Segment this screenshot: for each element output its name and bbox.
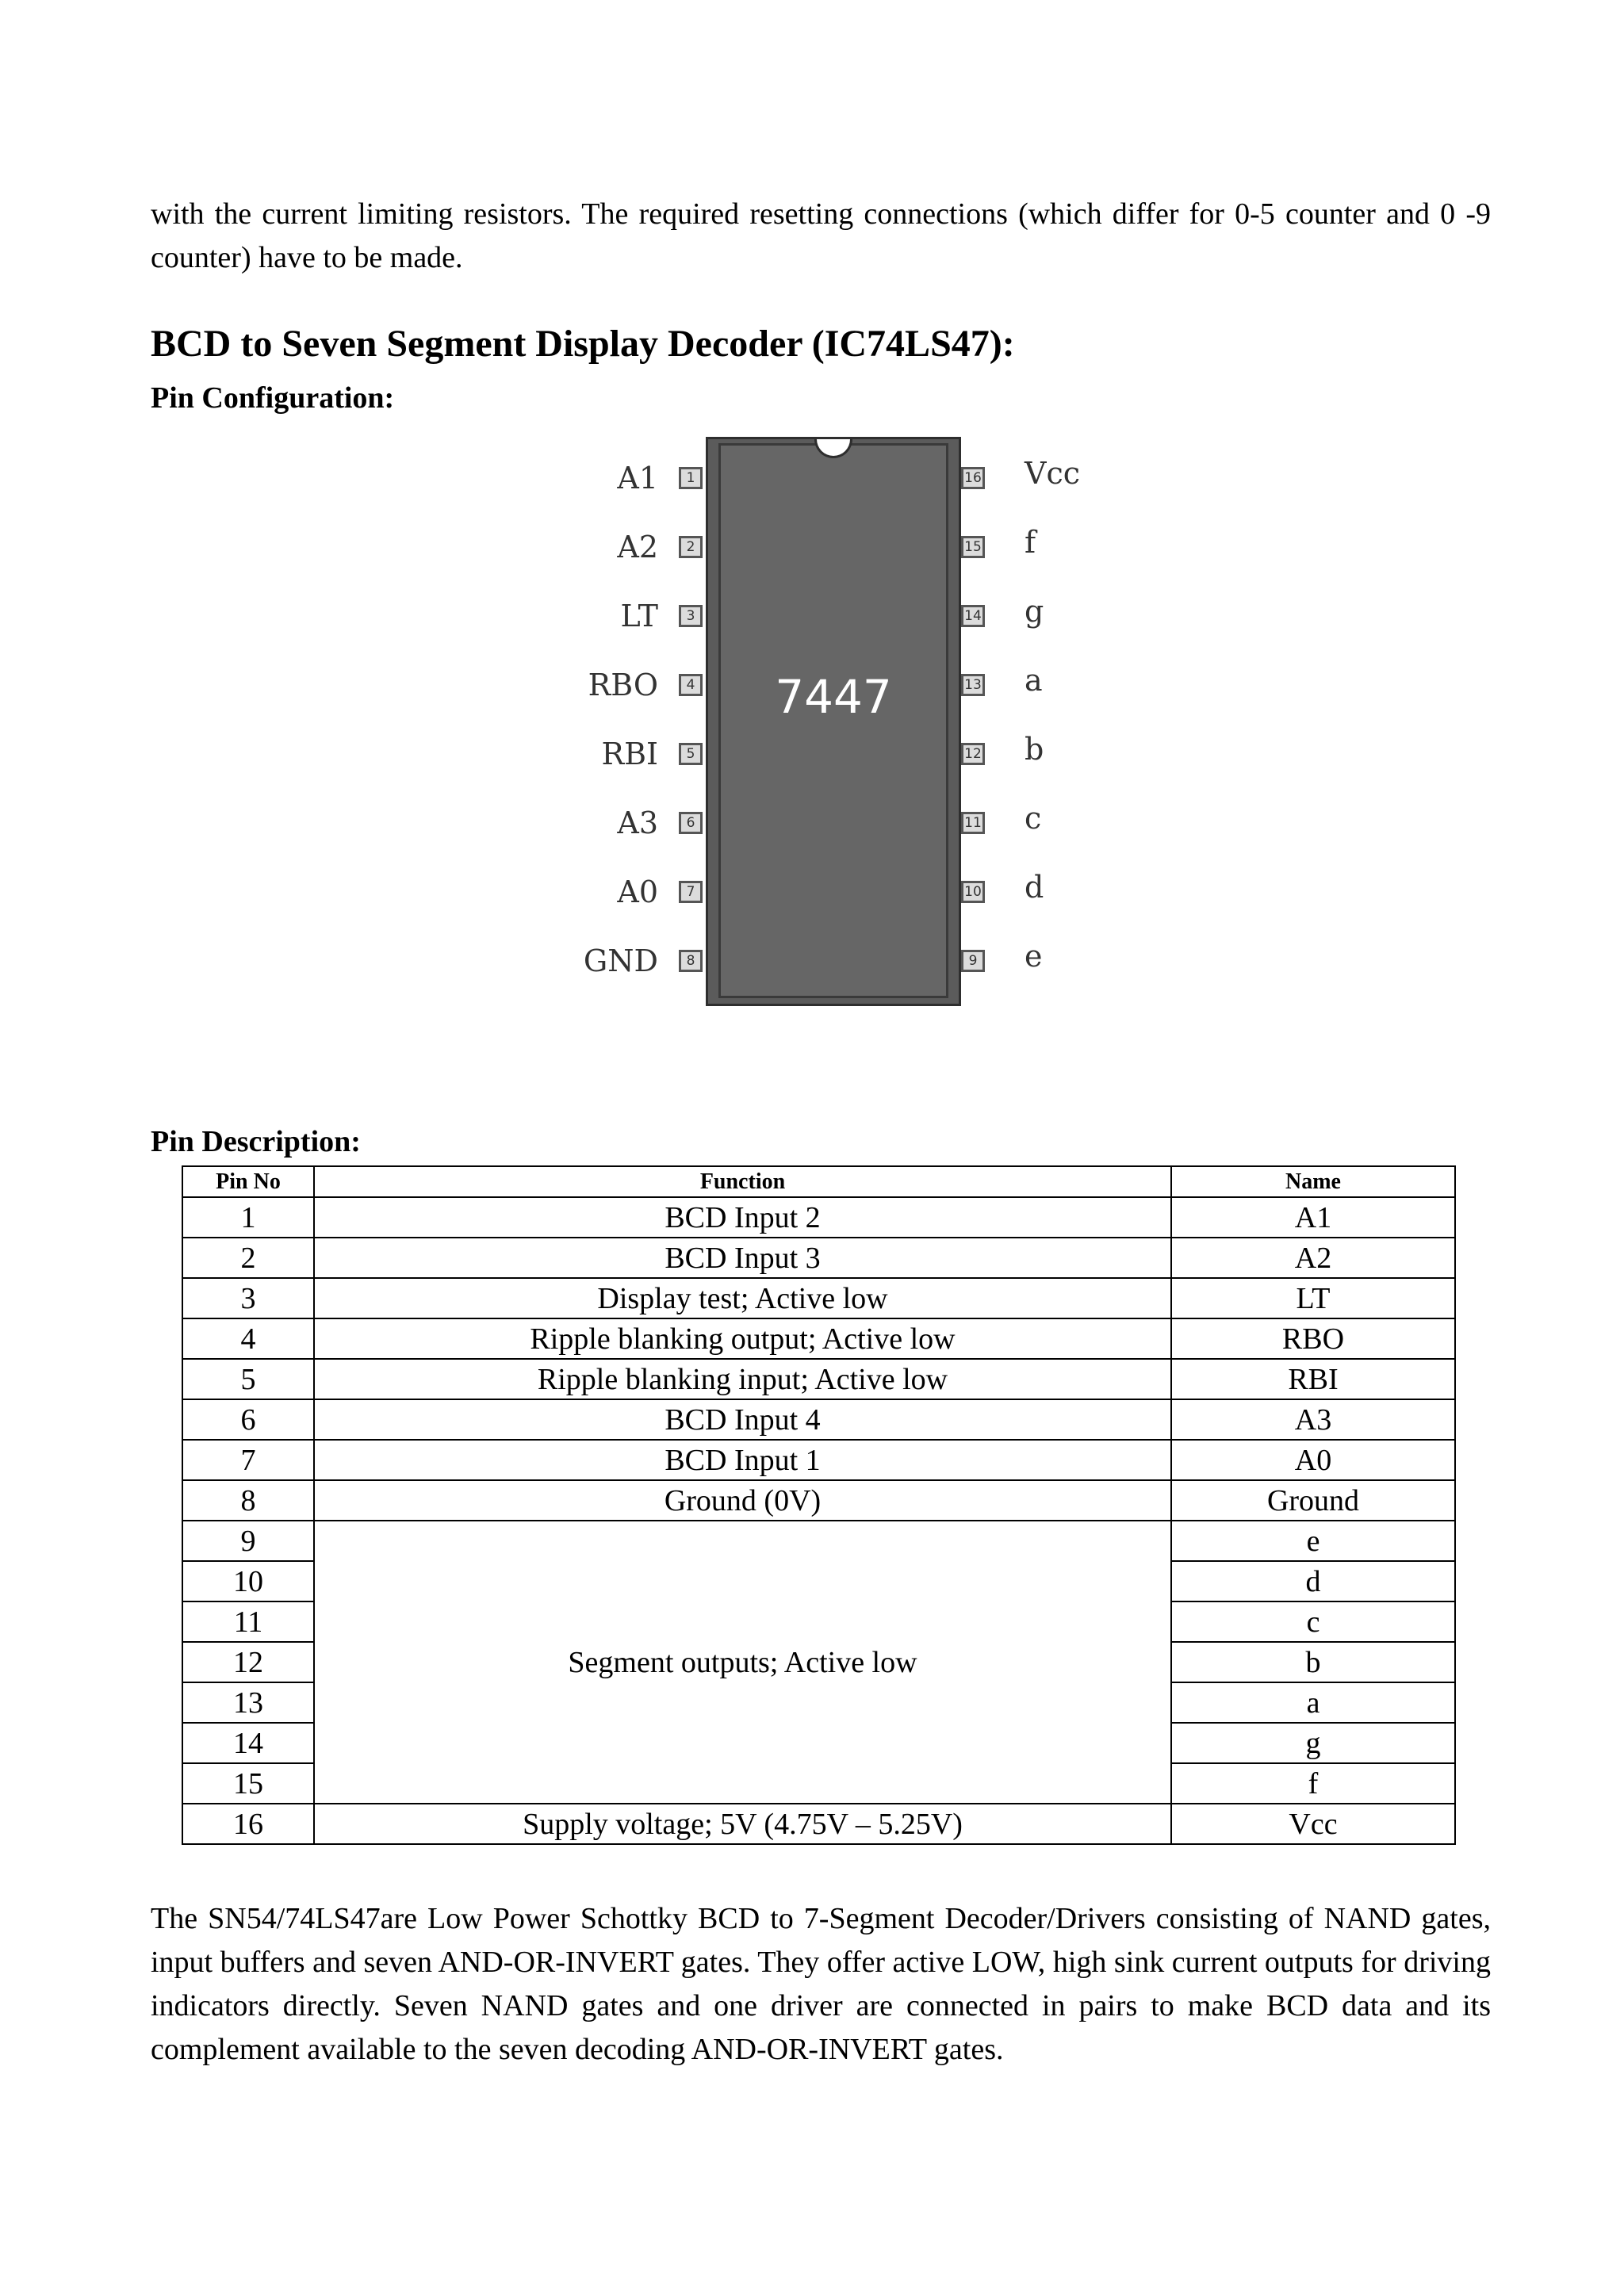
cell-pin: 1 [182,1197,314,1238]
cell-pin: 7 [182,1440,314,1480]
cell-pin: 12 [182,1642,314,1682]
cell-pin: 13 [182,1682,314,1723]
cell-pin: 2 [182,1238,314,1278]
cell-pin: 15 [182,1763,314,1804]
cell-name: g [1171,1723,1455,1763]
section-title: BCD to Seven Segment Display Decoder (IC74LS47): [151,323,1015,365]
cell-name: c [1171,1601,1455,1642]
pin-box-3: 3 [679,605,703,627]
pin-description-label: Pin Description: [151,1125,361,1158]
cell-function: BCD Input 1 [314,1440,1171,1480]
table-row [182,1197,1455,1238]
pin-name-1: A1 [617,461,658,496]
cell-function: Ripple blanking input; Active low [314,1359,1171,1399]
pin-name-5: RBI [601,737,658,771]
pin-box-15: 15 [961,536,985,558]
table-row [182,1521,1455,1561]
cell-pin: 8 [182,1480,314,1521]
cell-name: f [1171,1763,1455,1804]
cell-pin: 10 [182,1561,314,1601]
cell-pin: 3 [182,1278,314,1318]
cell-pin: 9 [182,1521,314,1561]
pin-box-12: 12 [961,743,985,765]
pin-box-8: 8 [679,950,703,972]
pin-name-10: d [1025,870,1044,905]
table-row [182,1318,1455,1359]
pin-description-table [182,1165,1456,1845]
cell-name: LT [1171,1278,1455,1318]
header-name: Name [1171,1166,1455,1197]
pin-box-16: 16 [961,467,985,489]
cell-name: d [1171,1561,1455,1601]
pin-name-13: a [1025,663,1043,698]
cell-pin: 6 [182,1399,314,1440]
pin-configuration-label: Pin Configuration: [151,381,395,415]
cell-name: RBO [1171,1318,1455,1359]
cell-name: RBI [1171,1359,1455,1399]
pin-box-14: 14 [961,605,985,627]
table-row [182,1238,1455,1278]
table-row [182,1399,1455,1440]
pin-name-2: A2 [617,530,658,564]
cell-pin: 14 [182,1723,314,1763]
table-row [182,1480,1455,1521]
pin-name-12: b [1025,732,1044,767]
pin-name-15: f [1025,525,1036,560]
pin-box-2: 2 [679,536,703,558]
pin-box-9: 9 [961,950,985,972]
outro-paragraph: The SN54/74LS47are Low Power Schottky BCD to 7-Segment Decoder/Drivers consisting of NAND gates, input buffers and seven AND-OR-INVERT gates. They offer active LOW, high sink current outputs for driving indicators directly. Seven NAND gates and one driver are connected in pairs to make BCD data and its complement available to the seven decoding AND-OR-INVERT gates. [151,1902,1491,2066]
cell-function: Display test; Active low [314,1278,1171,1318]
cell-function-segment-outputs: Segment outputs; Active low [314,1521,1171,1804]
cell-function: BCD Input 2 [314,1197,1171,1238]
cell-function: Ground (0V) [314,1480,1171,1521]
cell-function: Supply voltage; 5V (4.75V – 5.25V) [314,1804,1171,1844]
table-row [182,1278,1455,1318]
cell-pin: 11 [182,1601,314,1642]
header-pin-no: Pin No [182,1166,314,1197]
pin-box-5: 5 [679,743,703,765]
cell-name: A2 [1171,1238,1455,1278]
cell-pin: 16 [182,1804,314,1844]
pin-box-4: 4 [679,674,703,696]
cell-name: Ground [1171,1480,1455,1521]
pin-box-6: 6 [679,812,703,834]
pin-name-16: Vcc [1025,456,1081,491]
pin-name-14: g [1025,594,1044,629]
cell-pin: 5 [182,1359,314,1399]
cell-name: Vcc [1171,1804,1455,1844]
cell-name: b [1171,1642,1455,1682]
pin-name-4: RBO [588,668,658,702]
header-function: Function [314,1166,1171,1197]
pin-box-7: 7 [679,881,703,903]
cell-name: a [1171,1682,1455,1723]
cell-name: A1 [1171,1197,1455,1238]
pin-name-7: A0 [617,874,658,909]
cell-function: BCD Input 4 [314,1399,1171,1440]
pin-name-8: GND [583,943,658,978]
pin-box-11: 11 [961,812,985,834]
ic-chip-label: 7447 [775,670,892,724]
pin-box-10: 10 [961,881,985,903]
pin-name-6: A3 [617,806,658,840]
cell-name: A3 [1171,1399,1455,1440]
table-row [182,1359,1455,1399]
cell-name: A0 [1171,1440,1455,1480]
cell-function: BCD Input 3 [314,1238,1171,1278]
pin-name-11: c [1025,801,1042,836]
table-row [182,1440,1455,1480]
intro-paragraph: with the current limiting resistors. The required resetting connections (which differ for 0-5 counter and 0 -9 counter) have to be made. [151,197,1491,274]
cell-pin: 4 [182,1318,314,1359]
ic-pinout-diagram [547,432,1118,1019]
pin-name-3: LT [620,599,658,633]
cell-function: Ripple blanking output; Active low [314,1318,1171,1359]
pin-name-9: e [1025,939,1043,974]
pin-box-13: 13 [961,674,985,696]
table-header-row [182,1166,1455,1197]
table-row [182,1804,1455,1844]
pin-box-1: 1 [679,467,703,489]
cell-name: e [1171,1521,1455,1561]
